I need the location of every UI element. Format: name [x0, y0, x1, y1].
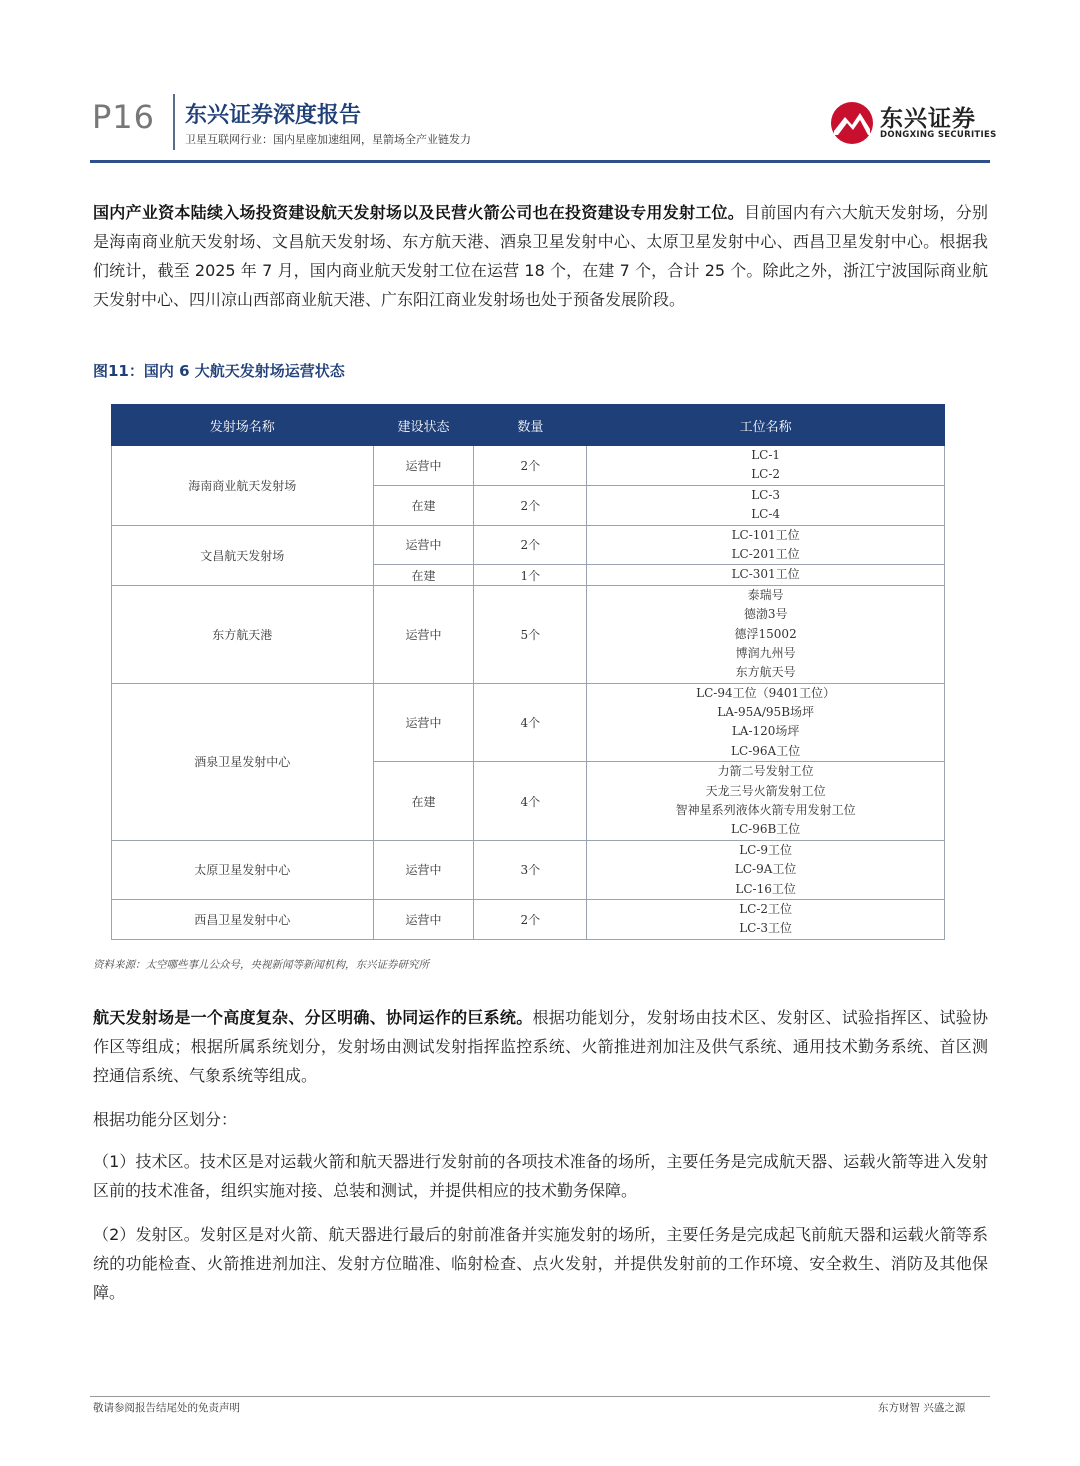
position-name: LC-301工位 [731, 567, 800, 582]
logo-text-cn: 东兴证券 [880, 106, 976, 132]
body-bold: 航天发射场是一个高度复杂、分区明确、协同运作的巨系统。 [93, 1008, 533, 1027]
position-name: 天龙三号火箭发射工位 [705, 783, 826, 798]
site-name-cell: 酒泉卫星发射中心 [112, 683, 374, 840]
header-divider [173, 94, 175, 150]
header-site-name: 发射场名称 [112, 405, 374, 446]
position-name: LC-96A工位 [731, 743, 801, 758]
header-positions: 工位名称 [587, 405, 945, 446]
table-row [112, 899, 945, 939]
positions-cell [587, 525, 945, 565]
position-name: LC-9工位 [739, 842, 793, 857]
positions-cell [587, 762, 945, 841]
positions-cell [587, 683, 945, 762]
report-title: 东兴证券深度报告 [185, 103, 362, 128]
table-body [112, 446, 945, 940]
position-name: 德浮15002 [734, 626, 797, 641]
dongxing-logo-icon [830, 101, 874, 145]
intro-text: 目前国内有六大航天发射场，分别是海南商业航天发射场、文昌航天发射场、东方航天港、酒泉卫星发射中心、太原卫星发射中心、西昌卫星发射中心。根据我们统计，截至 2025 年 7 月，国内商业航天发射工位在运营 18 个，在建 7 个，合计 25 个。除此之外，浙江宁波国际商业航天发射中心、四川凉山西部商业航天港、广东阳江商业发射场也处于预备发展阶段。 [93, 203, 988, 309]
table-row [112, 525, 945, 565]
body-paragraph-1 [93, 1003, 988, 1090]
position-name: 德渤3号 [743, 607, 788, 622]
footer-slogan: 东方财智 兴盛之源 [878, 1402, 966, 1414]
position-name: 东方航天号 [735, 665, 796, 680]
header-rule [90, 160, 990, 163]
position-name: 泰瑞号 [747, 587, 784, 602]
position-name: LC-16工位 [735, 881, 796, 896]
site-name-cell: 海南商业航天发射场 [112, 446, 374, 526]
site-name-cell: 太原卫星发射中心 [112, 840, 374, 899]
position-name: LA-120场坪 [731, 724, 800, 739]
positions-cell [587, 565, 945, 585]
count-cell: 4个 [474, 683, 587, 762]
position-name: 博润九州号 [735, 645, 796, 660]
status-cell: 运营中 [373, 585, 474, 683]
site-name-cell: 文昌航天发射场 [112, 525, 374, 585]
status-cell: 在建 [373, 762, 474, 841]
table-row [112, 683, 945, 762]
positions-cell [587, 485, 945, 525]
report-subtitle: 卫星互联网行业：国内星座加速组网，星箭场全产业链发力 [185, 133, 471, 146]
table-header-row [112, 405, 945, 446]
header-status: 建设状态 [373, 405, 474, 446]
position-name: LC-96B工位 [730, 822, 801, 837]
status-cell: 在建 [373, 485, 474, 525]
position-name: LC-3工位 [739, 921, 793, 936]
table-row [112, 585, 945, 683]
body-text-1: 根据功能划分，发射场由技术区、发射区、试验指挥区、试验协作区等组成；根据所属系统划分，发射场由测试发射指挥监控系统、火箭推进剂加注及供气系统、通用技术勤务系统、首区测控通信系统、气象系统等组成。 [93, 1008, 988, 1085]
table-row [112, 446, 945, 486]
status-cell: 运营中 [373, 446, 474, 486]
status-cell: 运营中 [373, 840, 474, 899]
status-cell: 运营中 [373, 683, 474, 762]
intro-paragraph [93, 198, 988, 314]
count-cell: 2个 [474, 446, 587, 486]
count-cell: 2个 [474, 485, 587, 525]
position-name: LC-4 [751, 507, 781, 522]
table-row [112, 840, 945, 899]
positions-cell [587, 446, 945, 486]
positions-cell [587, 840, 945, 899]
position-name: 力箭二号发射工位 [717, 764, 814, 779]
position-name: LC-201工位 [731, 546, 800, 561]
count-cell: 4个 [474, 762, 587, 841]
position-name: LC-94工位（9401工位） [696, 685, 836, 700]
site-name-cell: 西昌卫星发射中心 [112, 899, 374, 939]
position-name: LC-2工位 [739, 901, 793, 916]
site-name-cell: 东方航天港 [112, 585, 374, 683]
position-name: 智神星系列液体火箭专用发射工位 [675, 803, 856, 818]
status-cell: 运营中 [373, 525, 474, 565]
positions-cell [587, 585, 945, 683]
count-cell: 3个 [474, 840, 587, 899]
positions-cell [587, 899, 945, 939]
status-cell: 在建 [373, 565, 474, 585]
position-name: LC-3 [751, 487, 781, 502]
position-name: LC-1 [751, 448, 781, 462]
logo-text-en: DONGXING SECURITIES [880, 130, 997, 140]
position-name: LC-2 [751, 467, 781, 482]
status-cell: 运营中 [373, 899, 474, 939]
body-paragraph-3: （1）技术区。技术区是对运载火箭和航天器进行发射前的各项技术准备的场所，主要任务是完成航天器、运载火箭等进入发射区前的技术准备，组织实施对接、总装和测试，并提供相应的技术勤务保障。 [93, 1152, 988, 1200]
count-cell: 2个 [474, 899, 587, 939]
body-paragraph-4: （2）发射区。发射区是对火箭、航天器进行最后的射前准备并实施发射的场所，主要任务是完成起飞前航天器和运载火箭等系统的功能检查、火箭推进剂加注、发射方位瞄准、临射检查、点火发射，并提供发射前的工作环境、安全救生、消防及其他保障。 [93, 1225, 988, 1302]
launch-site-table [111, 404, 945, 940]
figure-title: 图11：国内 6 大航天发射场运营状态 [93, 362, 345, 380]
body-paragraph-2: 根据功能分区划分： [93, 1110, 238, 1129]
footer-disclaimer: 敬请参阅报告结尾处的免责声明 [93, 1402, 240, 1414]
footer-rule [90, 1396, 990, 1397]
position-name: LC-101工位 [731, 527, 800, 542]
position-name: LA-95A/95B场坪 [717, 705, 815, 720]
header-count: 数量 [474, 405, 587, 446]
count-cell: 5个 [474, 585, 587, 683]
intro-bold: 国内产业资本陆续入场投资建设航天发射场以及民营火箭公司也在投资建设专用发射工位。 [93, 203, 745, 222]
count-cell: 1个 [474, 565, 587, 585]
position-name: LC-9A工位 [734, 862, 797, 877]
figure-source: 资料来源：太空哪些事儿公众号，央视新闻等新闻机构，东兴证券研究所 [93, 959, 429, 971]
page-number: P16 [92, 98, 156, 136]
count-cell: 2个 [474, 525, 587, 565]
